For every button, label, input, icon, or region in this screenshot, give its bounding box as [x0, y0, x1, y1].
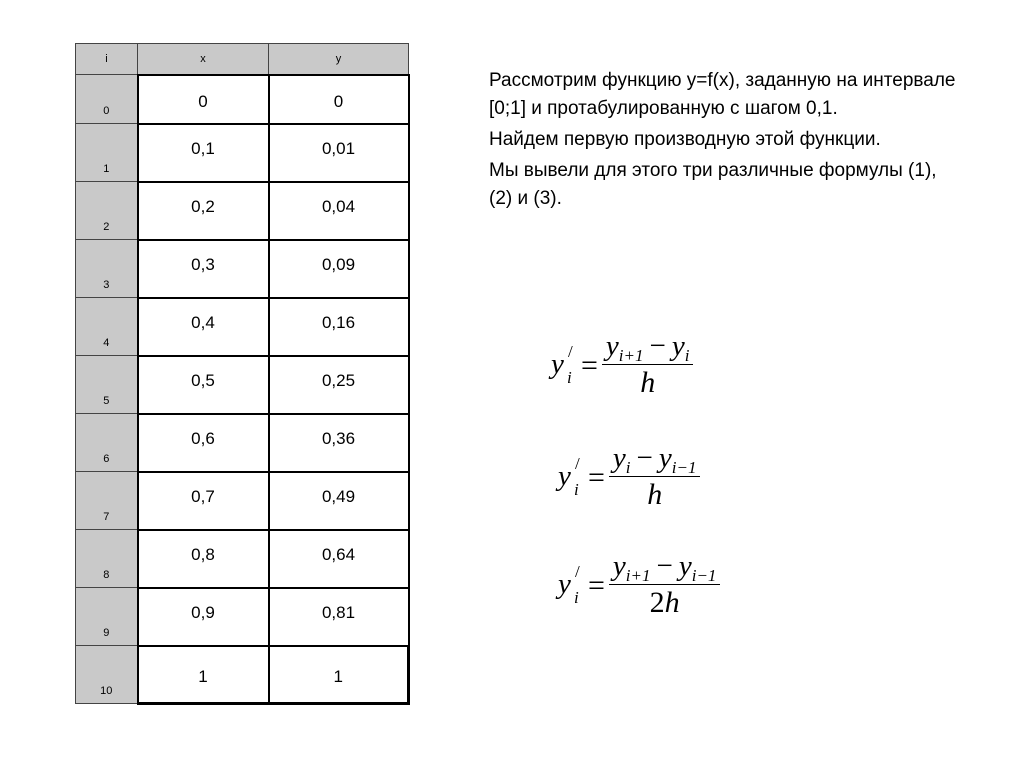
cell-y: 0,04: [269, 182, 409, 240]
numerator: $y_i - y_{i-1}$: [609, 442, 701, 477]
denominator: h: [647, 478, 663, 511]
table-row: [76, 646, 409, 704]
row-index: 4: [76, 298, 138, 356]
header-y: y: [269, 44, 409, 75]
formula-1: [551, 330, 693, 401]
cell-x: 0,5: [138, 356, 269, 414]
table-row: [76, 298, 409, 356]
row-index: 3: [76, 240, 138, 298]
cell-x: 0,4: [138, 298, 269, 356]
paragraph-goal: Найдем первую производную этой функции.: [489, 129, 881, 150]
cell-y: 0,09: [269, 240, 409, 298]
table-row: [76, 530, 409, 588]
cell-x: 1: [138, 646, 269, 704]
table-row: [76, 414, 409, 472]
row-index: 0: [76, 75, 138, 124]
row-index: 2: [76, 182, 138, 240]
fraction: [609, 550, 721, 621]
numerator: $y_{i+1} - y_i$: [602, 330, 694, 365]
formula-3: [558, 550, 720, 621]
cell-x: 0,3: [138, 240, 269, 298]
table-row: [76, 240, 409, 298]
denominator: h: [640, 366, 656, 399]
paragraph-intro: Рассмотрим функцию y=f(x), заданную на интервале [0;1] и протабулированную с шагом 0,1.: [489, 70, 956, 119]
row-index: 8: [76, 530, 138, 588]
table-row: [76, 472, 409, 530]
formula-lhs: y / i: [558, 453, 580, 499]
table-row: [76, 182, 409, 240]
table-row: [76, 588, 409, 646]
table-row: [76, 75, 409, 124]
table-row: [76, 356, 409, 414]
equals-sign: =: [588, 460, 605, 494]
cell-y: 0,25: [269, 356, 409, 414]
cell-y: 0: [269, 75, 409, 124]
row-index: 10: [76, 646, 138, 704]
row-index: 9: [76, 588, 138, 646]
cell-y: 1: [269, 646, 409, 704]
numerator: $y_{i+1} - y_{i-1}$: [609, 550, 721, 585]
row-index: 5: [76, 356, 138, 414]
equals-sign: =: [588, 568, 605, 602]
table-row: [76, 124, 409, 182]
cell-y: 0,49: [269, 472, 409, 530]
formula-lhs: y / i: [551, 341, 573, 387]
cell-y: 0,64: [269, 530, 409, 588]
cell-x: 0,6: [138, 414, 269, 472]
header-x: x: [138, 44, 269, 75]
cell-x: 0: [138, 75, 269, 124]
cell-y: 0,01: [269, 124, 409, 182]
fraction: [602, 330, 694, 401]
cell-x: 0,7: [138, 472, 269, 530]
table-header-row: [76, 44, 409, 75]
cell-x: 0,9: [138, 588, 269, 646]
paragraph-formulas: Мы вывели для этого три различные формулы (1), (2) и (3).: [489, 160, 937, 209]
row-index: 1: [76, 124, 138, 182]
explanation-text: [489, 67, 959, 216]
data-table: [75, 43, 410, 705]
row-index: 7: [76, 472, 138, 530]
cell-y: 0,36: [269, 414, 409, 472]
cell-x: 0,2: [138, 182, 269, 240]
formula-2: [558, 442, 700, 513]
formula-lhs: y / i: [558, 561, 580, 607]
cell-y: 0,16: [269, 298, 409, 356]
cell-x: 0,1: [138, 124, 269, 182]
fraction: [609, 442, 701, 513]
cell-y: 0,81: [269, 588, 409, 646]
row-index: 6: [76, 414, 138, 472]
equals-sign: =: [581, 348, 598, 382]
denominator: 2h: [649, 586, 680, 619]
cell-x: 0,8: [138, 530, 269, 588]
header-i: i: [76, 44, 138, 75]
